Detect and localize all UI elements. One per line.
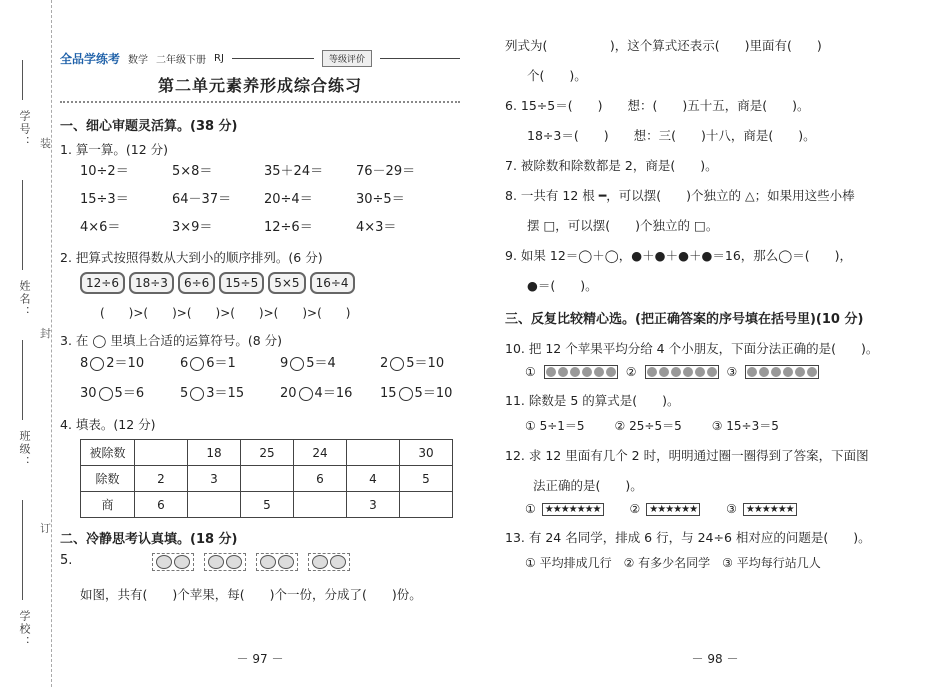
table-cell[interactable]: [294, 492, 347, 518]
page-number: － 98 －: [691, 652, 739, 666]
blank-circle-icon[interactable]: [299, 387, 313, 401]
q12-options: [525, 502, 925, 516]
apple-group: [308, 553, 350, 571]
seal-char: 封: [40, 327, 51, 340]
table-cell: 5: [241, 492, 294, 518]
q3-right: 3＝15: [206, 386, 245, 401]
option[interactable]: ② 25÷5＝5: [614, 419, 682, 433]
table-cell: 6: [135, 492, 188, 518]
page-header: [60, 50, 460, 67]
q3-right: 2＝10: [106, 356, 145, 371]
section-2-heading: 二、冷静思考认真填。(18 分): [60, 532, 238, 547]
option-label: ①: [525, 365, 536, 379]
q3-item[interactable]: [280, 349, 380, 379]
q1-item[interactable]: 4×6＝: [80, 220, 121, 235]
question-line: 列式为( )，这个算式还表示( )里面有( ): [505, 38, 822, 53]
logo: 全品学练考: [60, 51, 121, 66]
page-98: [505, 0, 925, 687]
q3-item[interactable]: [180, 349, 280, 379]
table-cell: 商: [81, 492, 135, 518]
apple-icon: [174, 555, 190, 569]
question-line: 7. 被除数和除数都是 2，商是( )。: [505, 158, 718, 173]
q1-item[interactable]: 15÷3＝: [80, 192, 129, 207]
table-cell: 3: [347, 492, 400, 518]
option[interactable]: ① 5÷1＝5: [525, 419, 585, 433]
fill-line: [22, 500, 23, 600]
question-line: 9. 如果 12＝◯＋◯，●＋●＋●＋●＝16，那么◯＝( )，: [505, 248, 853, 263]
q2-chips: [80, 272, 460, 294]
plate-group: [544, 365, 618, 379]
header-rule: [232, 58, 314, 59]
star-group: ★★★★★★: [743, 503, 797, 516]
q12-text: 12. 求 12 里面有几个 2 时，明明通过圈一圈得到了答案，下面图: [505, 448, 869, 463]
q1-item[interactable]: 4×3＝: [356, 220, 397, 235]
q1-item[interactable]: 20÷4＝: [264, 192, 313, 207]
header-rule: [380, 58, 460, 59]
section-1-heading: 一、细心审题灵活算。(38 分): [60, 119, 238, 134]
q3-left: 30: [80, 386, 97, 401]
fill-line: [22, 340, 23, 420]
q3-right: 4＝16: [314, 386, 353, 401]
apple-group: [152, 553, 194, 571]
blank-circle-icon[interactable]: [190, 387, 204, 401]
option-label: ②: [629, 502, 641, 516]
table-cell[interactable]: [188, 492, 241, 518]
q2-heading: 2. 把算式按照得数从大到小的顺序排列。(6 分): [60, 250, 323, 265]
option-label: ①: [525, 502, 536, 516]
q3-left: 15: [380, 386, 397, 401]
q5-apple-groups: [152, 553, 350, 571]
blank-circle-icon[interactable]: [399, 387, 413, 401]
q4-heading: 4. 填表。(12 分): [60, 417, 156, 432]
table-cell: 30: [400, 440, 453, 466]
expression-chip: 16÷4: [310, 272, 355, 294]
right-questions: [505, 38, 925, 294]
q1-item[interactable]: 30÷5＝: [356, 192, 405, 207]
q3-left: 20: [280, 386, 297, 401]
table-cell: 4: [347, 466, 400, 492]
table-cell: 被除数: [81, 440, 135, 466]
page-title: 第二单元素养形成综合练习: [157, 76, 362, 95]
expression-chip: 12÷6: [80, 272, 125, 294]
apple-icon: [330, 555, 346, 569]
seal-char: 装: [40, 137, 51, 150]
table-row: [81, 492, 453, 518]
class-label: 班级：: [18, 430, 31, 469]
q1-item[interactable]: 12÷6＝: [264, 220, 313, 235]
question-line: 18÷3＝( ) 想：三( )十八，商是( )。: [527, 128, 816, 143]
star-group: ★★★★★★: [646, 503, 700, 516]
expression-chip: 6÷6: [178, 272, 215, 294]
expression-chip: 15÷5: [219, 272, 264, 294]
q1-item[interactable]: 76－29＝: [356, 164, 416, 179]
table-row: [81, 440, 453, 466]
q1-grid: [80, 158, 460, 242]
blank-circle-icon[interactable]: [390, 357, 404, 371]
q12-text-2: 法正确的是( )。: [533, 478, 643, 493]
expression-chip: 5×5: [268, 272, 305, 294]
question-line: 6. 15÷5＝( ) 想：( )五十五，商是( )。: [505, 98, 810, 113]
page-number: － 97 －: [236, 652, 284, 666]
star-group: ★★★★★★★: [542, 503, 604, 516]
q3-right: 5＝4: [306, 356, 336, 371]
q3-item[interactable]: [380, 379, 480, 409]
table-row: [81, 466, 453, 492]
q13-options[interactable]: ① 平均排成几行 ② 有多少名同学 ③ 平均每行站几人: [525, 556, 821, 570]
question-line: 摆 □，可以摆( )个独立的 □。: [527, 218, 719, 233]
table-cell[interactable]: [400, 492, 453, 518]
apple-icon: [260, 555, 276, 569]
q3-right: 5＝6: [114, 386, 145, 401]
q3-right: 5＝10: [406, 356, 445, 371]
question-line: 8. 一共有 12 根 ━，可以摆( )个独立的 △；如果用这些小棒: [505, 188, 855, 203]
subject: 数学: [128, 55, 149, 66]
q5-number: 5.: [60, 553, 73, 568]
q10-options: [525, 365, 925, 379]
q2-order-blanks[interactable]: ( )>( )>( )>( )>( )>( ): [100, 306, 351, 320]
apple-group: [204, 553, 246, 571]
q5-text: 如图，共有( )个苹果，每( )个一份，分成了( )份。: [80, 587, 422, 602]
question-line: ●＝( )。: [527, 278, 598, 293]
expression-chip: 18÷3: [129, 272, 174, 294]
q3-left: 9: [280, 356, 289, 371]
apple-icon: [208, 555, 224, 569]
name-label: 姓名：: [18, 280, 31, 319]
binding-margin: [0, 0, 52, 687]
q1-item[interactable]: 3×9＝: [172, 220, 213, 235]
table-cell: 5: [400, 466, 453, 492]
q3-item[interactable]: [280, 379, 380, 409]
q1-item[interactable]: 5×8＝: [172, 164, 213, 179]
page-97: [60, 0, 460, 687]
edition: RJ: [214, 53, 224, 64]
table-cell: 除数: [81, 466, 135, 492]
grade: 二年级下册: [156, 55, 207, 66]
plate-group: [645, 365, 719, 379]
blank-circle-icon[interactable]: [190, 357, 204, 371]
q3-right: 6＝1: [206, 356, 236, 371]
table-cell: 2: [135, 466, 188, 492]
q3-item[interactable]: [80, 349, 180, 379]
apple-icon: [226, 555, 242, 569]
blank-circle-icon[interactable]: [290, 357, 304, 371]
apple-icon: [278, 555, 294, 569]
q11-text: 11. 除数是 5 的算式是( )。: [505, 393, 680, 408]
q3-left: 8: [80, 356, 89, 371]
table-cell[interactable]: [347, 440, 400, 466]
q3-item[interactable]: [80, 379, 180, 409]
question-line: 个( )。: [527, 68, 587, 83]
q1-item[interactable]: 10÷2＝: [80, 164, 129, 179]
apple-icon: [156, 555, 172, 569]
q3-heading: 3. 在 ◯ 里填上合适的运算符号。(8 分): [60, 333, 283, 348]
q3-grid: [80, 349, 460, 409]
q13-text: 13. 有 24 名同学，排成 6 行，与 24÷6 相对应的问题是( )。: [505, 530, 871, 545]
divider: [60, 101, 460, 103]
table-cell: 6: [294, 466, 347, 492]
option[interactable]: ③ 15÷3＝5: [711, 419, 779, 433]
apple-icon: [312, 555, 328, 569]
table-cell: 3: [188, 466, 241, 492]
q1-heading: 1. 算一算。(12 分): [60, 142, 169, 157]
q10-text: 10. 把 12 个苹果平均分给 4 个小朋友，下面分法正确的是( )。: [505, 341, 879, 356]
option-label: ②: [625, 365, 637, 379]
seal-char: 订: [40, 522, 51, 535]
option-label: ③: [726, 502, 737, 516]
table-cell[interactable]: [241, 466, 294, 492]
plate-group: [745, 365, 819, 379]
table-cell[interactable]: [135, 440, 188, 466]
option-label: ③: [726, 365, 738, 379]
fill-line: [22, 60, 23, 100]
q11-options: [525, 417, 925, 434]
table-cell: 24: [294, 440, 347, 466]
grade-eval-box: 等级评价: [322, 50, 372, 67]
q1-item[interactable]: 35＋24＝: [264, 164, 324, 179]
q3-left: 5: [180, 386, 189, 401]
apple-group: [256, 553, 298, 571]
q4-table: [80, 439, 453, 518]
blank-circle-icon[interactable]: [90, 357, 104, 371]
q3-left: 2: [380, 356, 389, 371]
school-label: 学校：: [18, 610, 31, 649]
q3-right: 5＝10: [414, 386, 453, 401]
student-id-label: 学号：: [18, 110, 31, 149]
table-cell: 18: [188, 440, 241, 466]
q3-item[interactable]: [180, 379, 280, 409]
q3-item[interactable]: [380, 349, 480, 379]
q1-item[interactable]: 64－37＝: [172, 192, 232, 207]
blank-circle-icon[interactable]: [99, 387, 113, 401]
section-3-heading: 三、反复比较精心选。(把正确答案的序号填在括号里)(10 分): [505, 312, 864, 327]
table-cell: 25: [241, 440, 294, 466]
fill-line: [22, 180, 23, 270]
q3-left: 6: [180, 356, 189, 371]
